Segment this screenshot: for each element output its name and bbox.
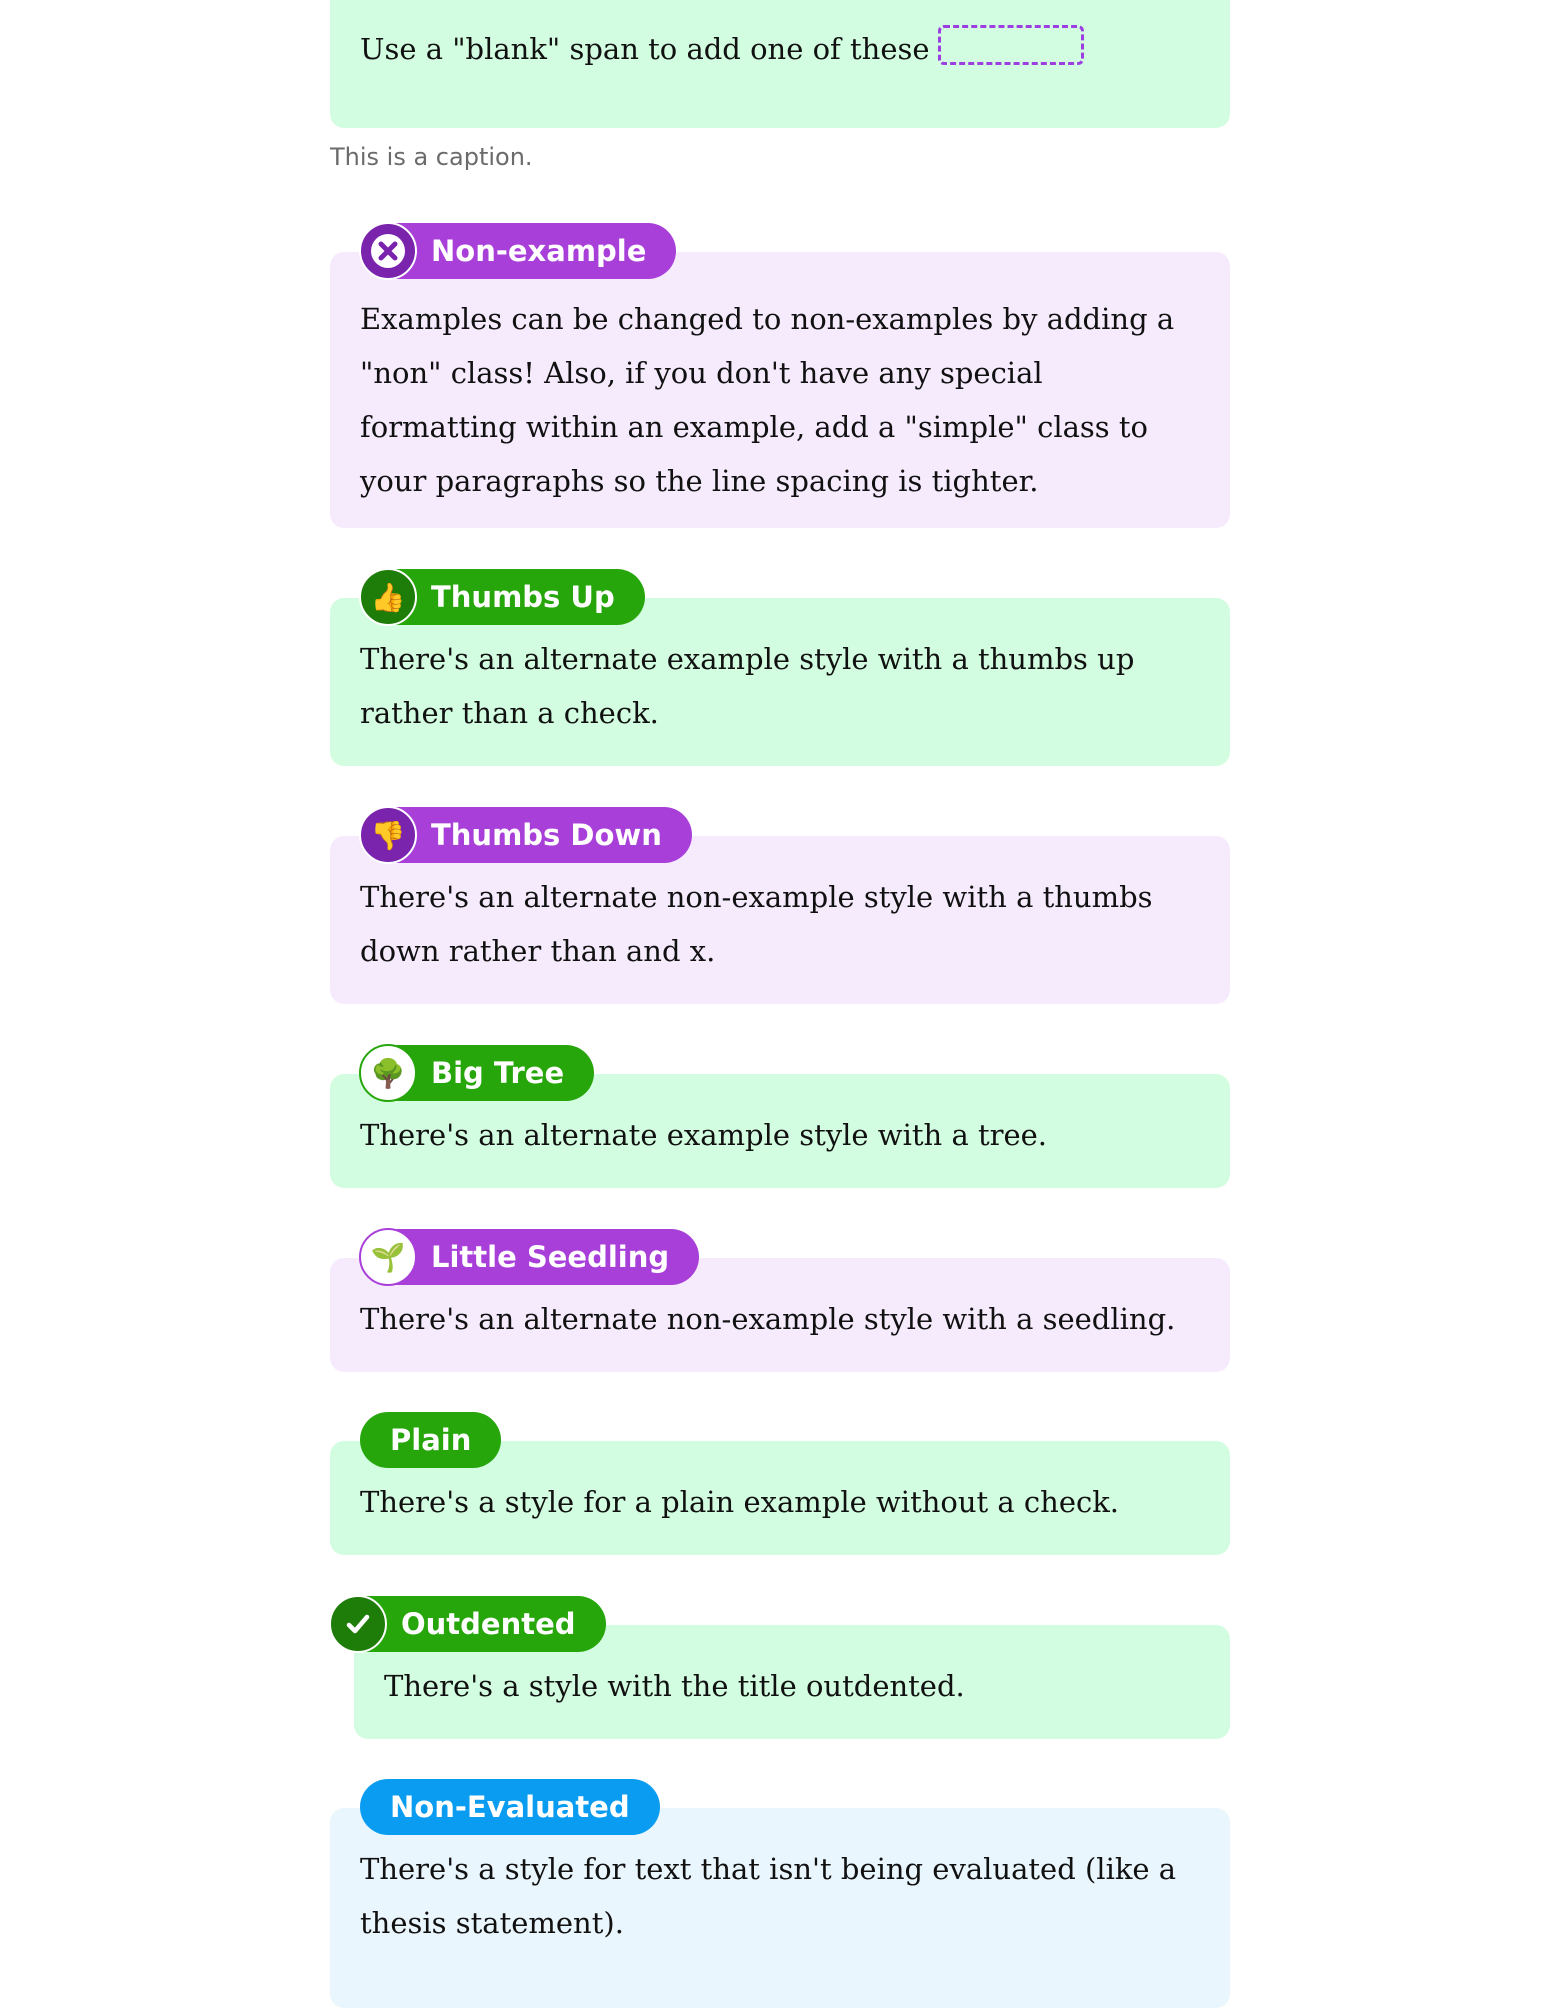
thumbs-down-icon: 👎 xyxy=(359,806,417,864)
thumbs-up-text: There's an alternate example style with a thumbs up rather than a check. xyxy=(360,642,1135,730)
non-example-title-label: Non-example xyxy=(431,234,647,268)
non-example-title xyxy=(360,223,676,279)
thumbs-up-icon: 👍 xyxy=(359,568,417,626)
outdented-title xyxy=(330,1596,606,1652)
x-mark-icon xyxy=(359,222,417,280)
thumbs-down-text: There's an alternate non-example style with a thumbs down rather than and x. xyxy=(360,880,1153,968)
check-mark-icon xyxy=(329,1595,387,1653)
little-seedling-text: There's an alternate non-example style with a seedling. xyxy=(360,1302,1176,1336)
seedling-icon: 🌱 xyxy=(359,1228,417,1286)
little-seedling-title-label: Little Seedling xyxy=(431,1240,670,1274)
big-tree-text: There's an alternate example style with a tree. xyxy=(360,1118,1048,1152)
thumbs-up-title xyxy=(360,569,645,625)
blank-example-text: Use a "blank" span to add one of these xyxy=(360,32,930,66)
non-evaluated-title-label: Non-Evaluated xyxy=(390,1790,630,1824)
non-example-box xyxy=(330,252,1230,528)
caption: This is a caption. xyxy=(330,143,533,171)
thumbs-down-title xyxy=(360,807,692,863)
blank-span xyxy=(938,25,1084,65)
outdented-title-label: Outdented xyxy=(401,1607,576,1641)
little-seedling-title xyxy=(360,1229,699,1285)
plain-text: There's a style for a plain example without a check. xyxy=(360,1485,1120,1519)
non-evaluated-text: There's a style for text that isn't being evaluated (like a thesis statement). xyxy=(360,1852,1177,1940)
blank-example-paragraph xyxy=(360,22,1200,76)
plain-title-label: Plain xyxy=(390,1423,472,1457)
big-tree-title xyxy=(360,1045,594,1101)
blank-example-box xyxy=(330,0,1230,128)
plain-title xyxy=(360,1412,501,1468)
thumbs-up-title-label: Thumbs Up xyxy=(431,580,615,614)
non-evaluated-title xyxy=(360,1779,660,1835)
tree-icon: 🌳 xyxy=(359,1044,417,1102)
big-tree-title-label: Big Tree xyxy=(431,1056,565,1090)
outdented-text: There's a style with the title outdented. xyxy=(384,1669,965,1703)
non-example-text: Examples can be changed to non-examples by adding a "non" class! Also, if you don't have any special formatting within an example, add a "simple" class to your paragraphs so the line spacing is tighter. xyxy=(360,302,1175,498)
thumbs-down-title-label: Thumbs Down xyxy=(431,818,662,852)
non-evaluated-box xyxy=(330,1808,1230,2008)
